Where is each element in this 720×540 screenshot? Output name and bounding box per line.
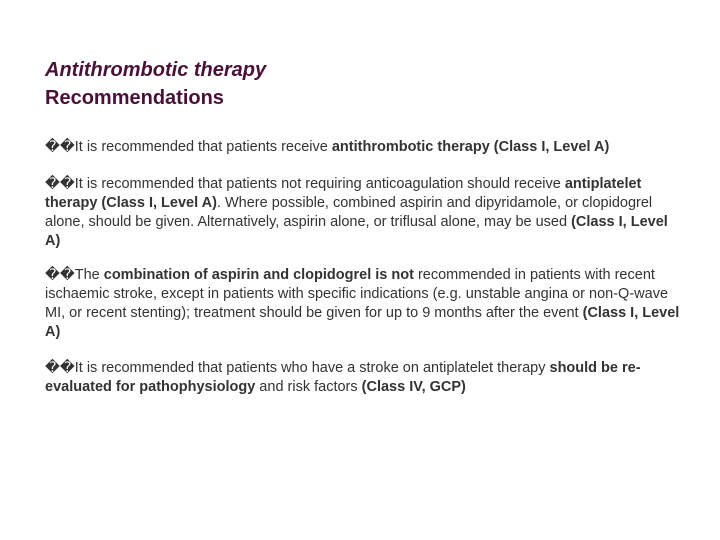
rec-3-text-2: recommended in patients with recent ischaemic stroke, except in patients with specific indications (e.g. unstable angina or non-Q-wave MI, or recent stenting); treatment should be given for up to 9 months after the event: [45, 267, 669, 321]
rec-3-bold-2: (Class I, Level A): [45, 305, 680, 340]
rec-2-bold-1: antiplatelet therapy (Class I, Level A): [45, 176, 642, 211]
rec-3-text-1: The: [74, 267, 104, 283]
recommendation-2: [45, 175, 685, 251]
bullet-glyph: ��: [45, 360, 75, 376]
rec-1-bold-1: antithrombotic therapy (Class I, Level A): [331, 139, 610, 155]
recommendation-3: [45, 266, 685, 342]
slide-title: [45, 56, 266, 112]
recommendations-list: [45, 138, 685, 415]
bullet-glyph: ��: [45, 176, 75, 192]
bullet-glyph: ��: [45, 267, 75, 283]
bullet-glyph: ��: [45, 139, 75, 155]
rec-2-text-2: . Where possible, combined aspirin and dipyridamole, or clopidogrel alone, should be given. Alternatively, aspirin alone, or triflusal alone, may be used: [45, 195, 653, 230]
rec-2-text-1: It is recommended that patients not requiring anticoagulation should receive: [74, 176, 565, 192]
rec-4-bold-1: should be re-evaluated for pathophysiology: [45, 360, 641, 395]
rec-3-bold-1: combination of aspirin and clopidogrel is not: [103, 267, 414, 283]
title-line-2: Recommendations: [45, 87, 224, 109]
recommendation-4: [45, 359, 685, 397]
rec-1-text-1: It is recommended that patients receive: [74, 139, 332, 155]
rec-4-text-1: It is recommended that patients who have a stroke on antiplatelet therapy: [74, 360, 550, 376]
rec-4-text-2: and risk factors: [255, 379, 362, 395]
title-line-1: Antithrombotic therapy: [45, 59, 267, 81]
rec-2-bold-2: (Class I, Level A): [45, 214, 668, 249]
recommendation-1: [45, 138, 685, 157]
rec-4-bold-2: (Class IV, GCP): [361, 379, 466, 395]
